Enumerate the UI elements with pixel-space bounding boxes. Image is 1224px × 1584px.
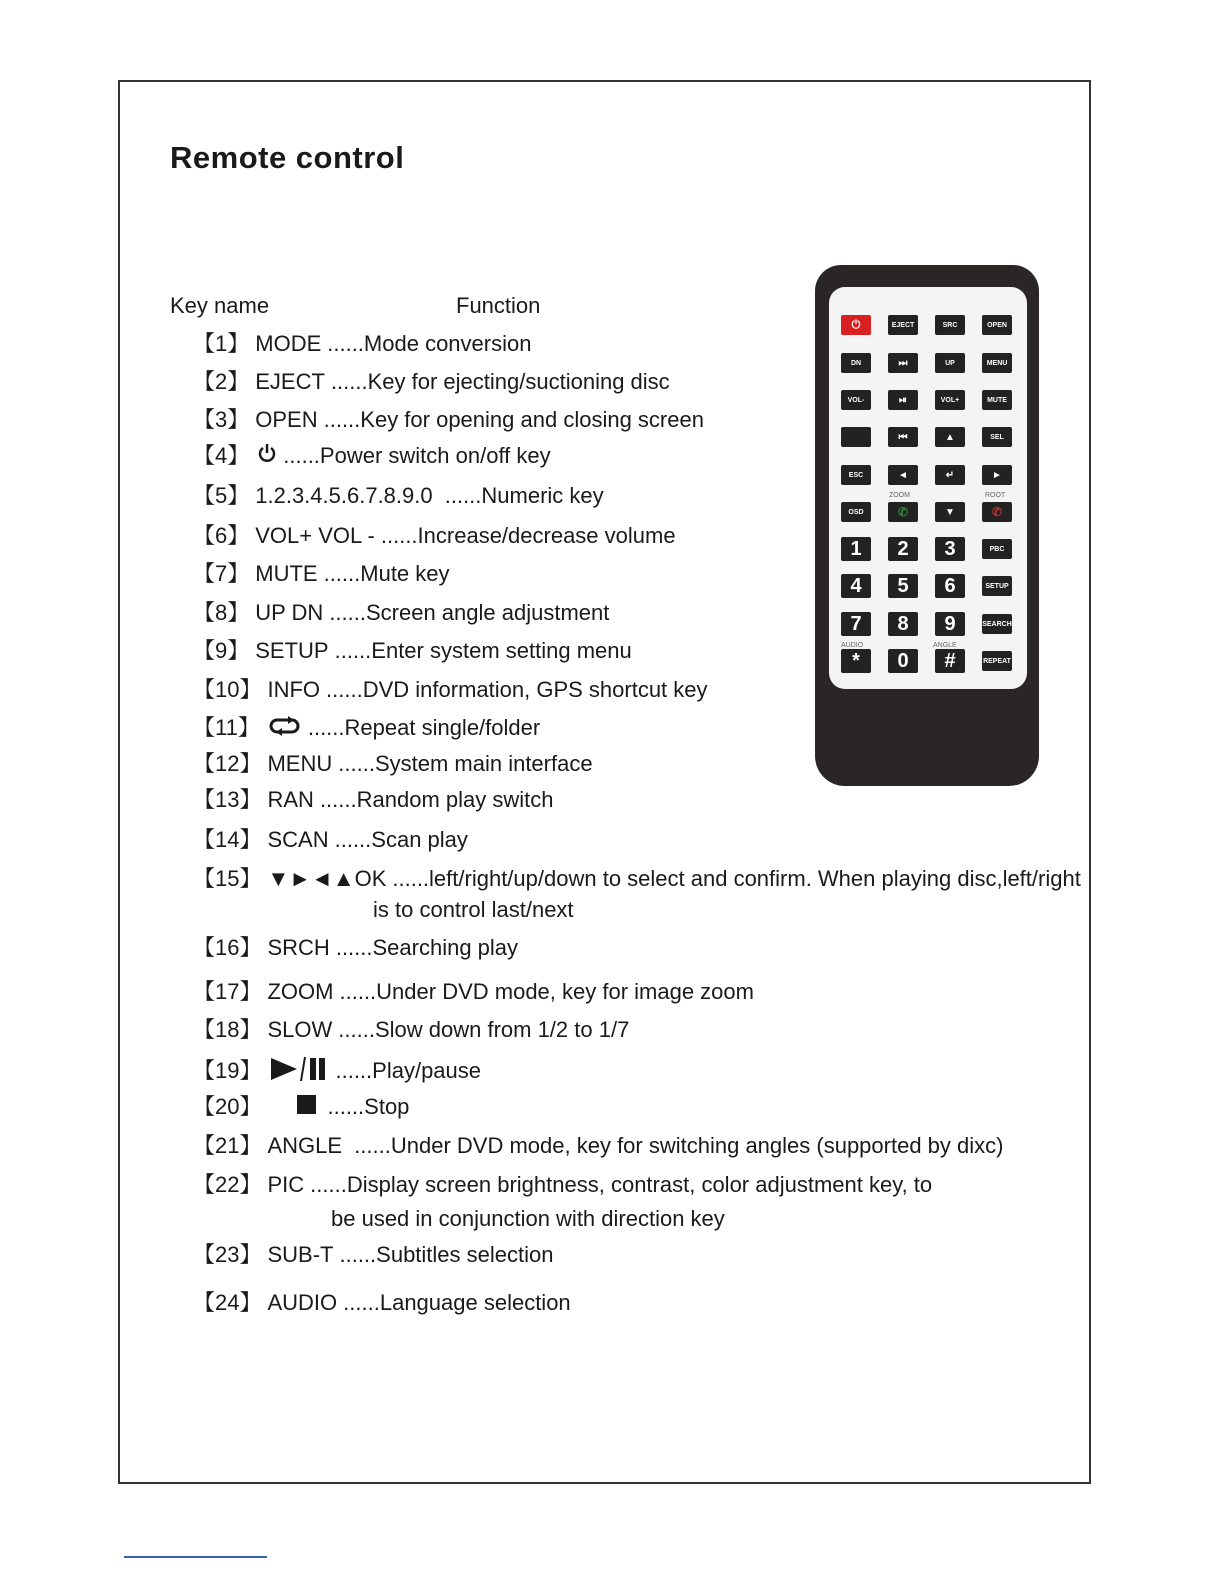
key-name: ▼►◄▲OK [267,866,387,891]
key-function: ......Power switch on/off key [283,443,551,468]
key-row [193,751,593,777]
power-icon [257,443,277,471]
remote-button: * [841,649,871,673]
key-function: ......Searching play [335,935,519,960]
remote-arrow-icon: ◄ [888,465,918,485]
key-function: ......Increase/decrease volume [380,523,676,548]
key-number: 【18】 [193,1017,262,1042]
key-number: 【22】 [193,1172,262,1197]
key-number: 【15】 [193,866,262,891]
remote-call-icon: ✆ [888,502,918,522]
key-number: 【4】 [193,443,250,468]
remote-hangup-icon: ✆ [982,502,1012,522]
key-function: ......Slow down from 1/2 to 1/7 [338,1017,630,1042]
key-number: 【11】 [193,715,260,740]
key-function-continued: be used in conjunction with direction key [331,1206,725,1231]
key-number: 【17】 [193,979,262,1004]
key-number: 【10】 [193,677,262,702]
key-name: INFO [267,677,321,702]
key-row [193,677,708,703]
remote-button: VOL+ [935,390,965,410]
key-function: ......Screen angle adjustment [329,600,610,625]
key-row [193,1172,932,1198]
key-number: 【23】 [193,1242,262,1267]
key-function: ......System main interface [338,751,593,776]
key-row [193,827,468,853]
key-function-continued: is to control last/next [373,897,574,922]
remote-button [841,427,871,447]
remote-button: # [935,649,965,673]
key-function: ......Play/pause [335,1057,482,1083]
key-name: MUTE [255,561,318,586]
key-row [193,1242,553,1268]
key-name: PIC [267,1172,305,1197]
key-row [193,1017,629,1043]
remote-button: SRC [935,315,965,335]
remote-button: 3 [935,537,965,561]
remote-button: 2 [888,537,918,561]
key-function: ......DVD information, GPS shortcut key [326,677,708,702]
key-row [193,369,670,395]
key-number: 【20】 [193,1094,262,1119]
key-number: 【7】 [193,561,250,586]
stop-icon [269,1094,321,1122]
footer-line [124,1556,267,1558]
key-name: MODE [255,331,322,356]
key-row [193,331,531,357]
remote-arrow-icon: ▲ [935,427,965,447]
key-name: VOL+ VOL - [255,523,375,548]
remote-label-zoom: ZOOM [889,492,910,499]
key-row [193,935,518,961]
key-name: SETUP [255,638,329,663]
repeat-icon [268,716,302,742]
key-row [193,407,704,433]
key-name: 1.2.3.4.5.6.7.8.9.0 [255,483,433,508]
key-row [193,523,676,549]
key-name: AUDIO [267,1290,338,1315]
key-number: 【1】 [193,331,250,356]
key-row [193,1133,1003,1159]
key-name: OPEN [255,407,318,432]
remote-button: SETUP [982,576,1012,596]
key-name: RAN [267,787,314,812]
key-row [193,787,553,813]
function-header: Function [456,293,541,318]
key-function: ......Enter system setting menu [334,638,632,663]
remote-button: PBC [982,539,1012,559]
key-function: ......Key for opening and closing screen [323,407,704,432]
remote-arrow-icon: ▼ [935,502,965,522]
page-title: Remote control [170,140,405,175]
remote-label-angle: ANGLE [933,642,957,649]
key-number: 【14】 [193,827,262,852]
key-row [193,866,1081,892]
remote-arrow-icon: ↵ [935,465,965,485]
remote-label-audio: AUDIO [841,642,864,649]
key-function: ......Under DVD mode, key for image zoom [339,979,754,1004]
key-function: ......Key for ejecting/suctioning disc [330,369,670,394]
key-name: SRCH [267,935,330,960]
key-function: ......Numeric key [438,483,604,508]
remote-button: 1 [841,537,871,561]
remote-button: 5 [888,574,918,598]
remote-button: MUTE [982,390,1012,410]
key-row [193,1056,481,1088]
remote-button: OSD [841,502,871,522]
key-row [193,1094,409,1122]
remote-button: UP [935,353,965,373]
key-name: UP DN [255,600,324,625]
remote-button: 8 [888,612,918,636]
key-row [193,600,609,626]
remote-button: EJECT [888,315,918,335]
key-name: SUB-T [267,1242,334,1267]
key-row [193,483,604,509]
key-function: ......Stop [327,1094,410,1119]
key-number: 【2】 [193,369,250,394]
key-function: ......Repeat single/folder [307,715,541,740]
key-number: 【6】 [193,523,250,548]
remote-arrow-icon: ⏮ [888,427,918,447]
key-number: 【5】 [193,483,250,508]
remote-button: 0 [888,649,918,673]
key-function: ......Random play switch [319,787,554,812]
key-row [193,638,632,664]
remote-button: VOL- [841,390,871,410]
remote-button: 6 [935,574,965,598]
key-name: ANGLE [267,1133,343,1158]
key-name-header: Key name [170,293,270,318]
key-row [193,979,754,1005]
key-function: ......Mode conversion [327,331,532,356]
remote-button: 9 [935,612,965,636]
key-number: 【16】 [193,935,262,960]
key-name: SLOW [267,1017,333,1042]
remote-button: OPEN [982,315,1012,335]
key-number: 【13】 [193,787,262,812]
key-name: SCAN [267,827,329,852]
key-number: 【21】 [193,1133,262,1158]
remote-arrow-icon: ⏭ [888,353,918,373]
remote-button: REPEAT [982,651,1012,671]
play-pause-icon [269,1056,329,1088]
remote-label-root: ROOT [985,492,1006,499]
key-row [193,1290,571,1316]
key-function: ......Scan play [334,827,468,852]
key-name: MENU [267,751,333,776]
key-function: ......Under DVD mode, key for switching angles (supported by dixc) [348,1133,1004,1158]
remote-arrow-icon: ► [982,465,1012,485]
key-row [193,443,551,471]
key-function: ......Subtitles selection [339,1242,554,1267]
remote-button: 4 [841,574,871,598]
key-function: ......Language selection [343,1290,571,1315]
remote-control-image [815,265,1039,786]
remote-button: DN [841,353,871,373]
key-function: ......Mute key [323,561,450,586]
key-function: ......left/right/up/down to select and confirm. When playing disc,left/right [392,866,1081,891]
key-number: 【8】 [193,600,250,625]
key-name: EJECT [255,369,325,394]
remote-button: ESC [841,465,871,485]
key-row [193,561,450,587]
key-name: ZOOM [267,979,334,1004]
key-number: 【12】 [193,751,262,776]
remote-button: MENU [982,353,1012,373]
remote-button: SEARCH [982,614,1012,634]
remote-power-icon: ⏻ [841,315,871,335]
key-function: ......Display screen brightness, contrast, color adjustment key, to [310,1172,933,1197]
key-row [193,715,540,742]
remote-button: 7 [841,612,871,636]
key-number: 【3】 [193,407,250,432]
key-number: 【24】 [193,1290,262,1315]
key-number: 【19】 [193,1057,262,1083]
remote-button: SEL [982,427,1012,447]
key-number: 【9】 [193,638,250,663]
remote-arrow-icon: ⏯ [888,390,918,410]
